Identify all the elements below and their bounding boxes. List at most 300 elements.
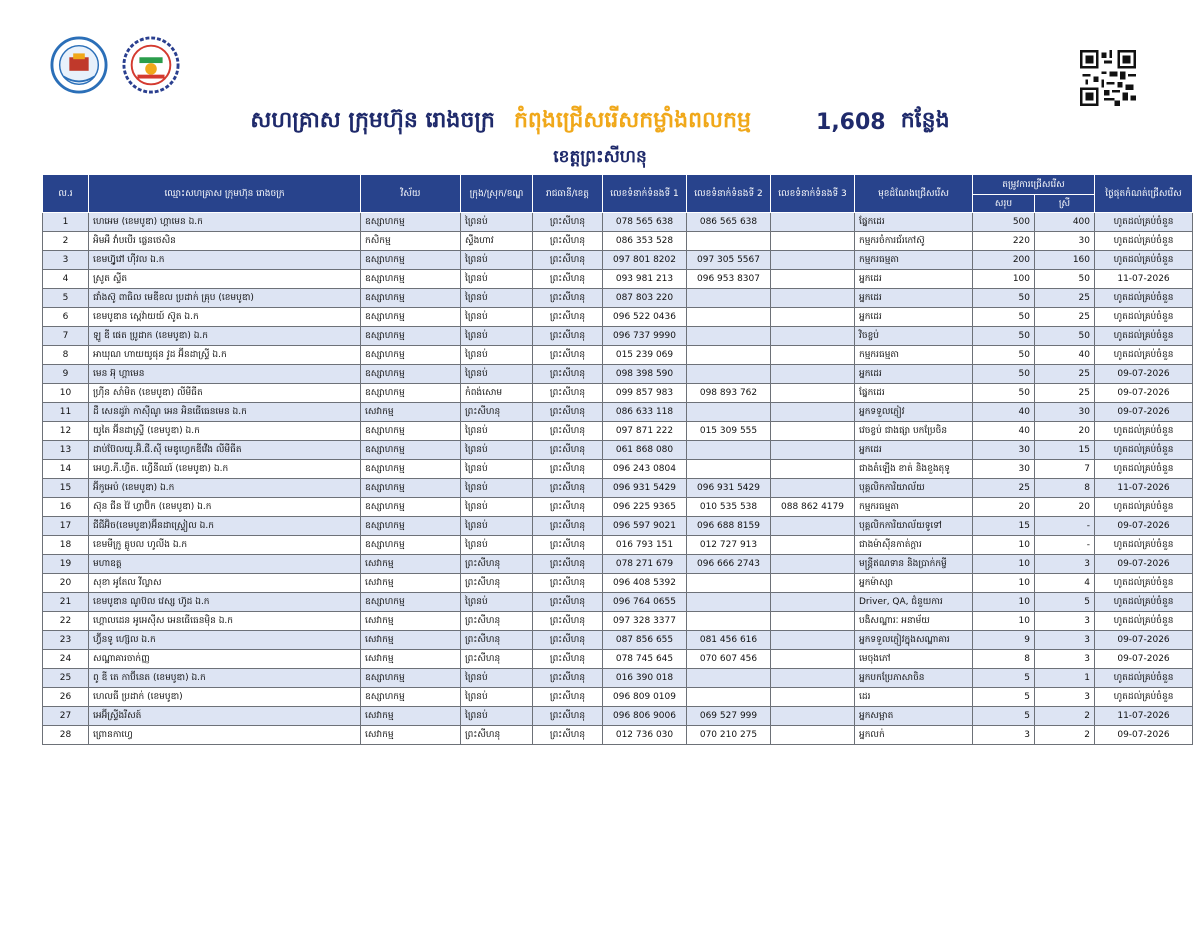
cell-province: ព្រះសីហនុ <box>533 612 603 631</box>
cell-total: 50 <box>973 384 1035 403</box>
cell-company: សុខា អូតែល វីល្លាស <box>89 574 361 593</box>
table-row <box>43 270 1193 289</box>
cell-province: ព្រះសីហនុ <box>533 555 603 574</box>
cell-position: បងិសណ្ឋារៈ អនាម័យ <box>855 612 973 631</box>
cell-position: វេចខ្ចប់ ជាងផ្សា បកប្រែចិន <box>855 422 973 441</box>
cell-phone1: 097 328 3377 <box>603 612 687 631</box>
cell-district: ព្រះសីហនុ <box>461 403 533 422</box>
cell-total: 8 <box>973 650 1035 669</box>
cell-position: អ្នកដេរ <box>855 289 973 308</box>
cell-position: អ្នកដេរ <box>855 308 973 327</box>
cell-phone3 <box>771 536 855 555</box>
cell-district: ស្ទឹងហាវ <box>461 232 533 251</box>
cell-phone3 <box>771 688 855 707</box>
cell-province: ព្រះសីហនុ <box>533 479 603 498</box>
cell-no: 17 <box>43 517 89 536</box>
table-header <box>43 175 1193 213</box>
cell-total: 10 <box>973 574 1035 593</box>
cell-phone1: 096 597 9021 <box>603 517 687 536</box>
cell-phone3 <box>771 612 855 631</box>
cell-district: ព្រៃនប់ <box>461 460 533 479</box>
cell-district: ព្រៃនប់ <box>461 270 533 289</box>
cell-phone3 <box>771 403 855 422</box>
cell-phone2 <box>687 308 771 327</box>
cell-company: ជីជីអ៊ិច(ខេមបូឌា)អ៊ីនដាស្ទ្រៀល ឯ.ក <box>89 517 361 536</box>
table-row <box>43 403 1193 422</box>
cell-phone1: 096 737 9990 <box>603 327 687 346</box>
cell-phone1: 096 931 5429 <box>603 479 687 498</box>
header-province: រាជធានី/ខេត្ត <box>533 175 603 213</box>
cell-phone1: 087 856 655 <box>603 631 687 650</box>
cell-position: អ្នកដេរ <box>855 365 973 384</box>
cell-deadline: ហូតដល់គ្រប់ចំនួន <box>1095 688 1193 707</box>
cell-sector: ឧស្សាហកម្ម <box>361 460 461 479</box>
table-row <box>43 631 1193 650</box>
cell-phone3 <box>771 460 855 479</box>
cell-company: ស៊ុន ជីន វ៉ៃ ហ្វាប៊ិក (ខេមបូឌា) ឯ.ក <box>89 498 361 517</box>
cell-company: ព្រោនកាហ្វេ <box>89 726 361 745</box>
cell-female: 3 <box>1035 555 1095 574</box>
cell-no: 21 <box>43 593 89 612</box>
cell-province: ព្រះសីហនុ <box>533 631 603 650</box>
cell-district: ព្រៃនប់ <box>461 479 533 498</box>
cell-sector: ឧស្សាហកម្ម <box>361 384 461 403</box>
cell-no: 3 <box>43 251 89 270</box>
cell-no: 7 <box>43 327 89 346</box>
cell-position: មន្ត្រីឥណទាន និងប្រាក់កម្ចី <box>855 555 973 574</box>
cell-phone3 <box>771 213 855 232</box>
cell-company: អេហ្វ.ភី.ហ្វីត. ហ្វើនីឈរ៍ (ខេមបូឌា) ឯ.ក <box>89 460 361 479</box>
cell-province: ព្រះសីហនុ <box>533 460 603 479</box>
cell-female: 30 <box>1035 232 1095 251</box>
cell-phone2 <box>687 346 771 365</box>
cell-district: ព្រៃនប់ <box>461 536 533 555</box>
header-position: មុខដំណែងជ្រើសរើស <box>855 175 973 213</box>
cell-province: ព្រះសីហនុ <box>533 593 603 612</box>
cell-no: 12 <box>43 422 89 441</box>
cell-phone2 <box>687 688 771 707</box>
cell-province: ព្រះសីហនុ <box>533 707 603 726</box>
table-row <box>43 517 1193 536</box>
cell-no: 2 <box>43 232 89 251</box>
cell-province: ព្រះសីហនុ <box>533 270 603 289</box>
cell-female: 25 <box>1035 365 1095 384</box>
cell-female: 5 <box>1035 593 1095 612</box>
cell-position: អ្នកសម្អាត <box>855 707 973 726</box>
cell-company: ដាប់ប៊ែលយូ.អ៊ិ.ជី.ស៊ី មេឌូហ្វេកឌីវើង លីមីធីត <box>89 441 361 460</box>
cell-phone1: 096 809 0109 <box>603 688 687 707</box>
cell-no: 27 <box>43 707 89 726</box>
cell-female: 8 <box>1035 479 1095 498</box>
cell-company: ខេមបូឌាន ស្ពេវ៉ាយយ៍ ស៊ូត ឯ.ក <box>89 308 361 327</box>
cell-position: អ្នកលក់ <box>855 726 973 745</box>
cell-total: 10 <box>973 593 1035 612</box>
cell-sector: ឧស្សាហកម្ម <box>361 308 461 327</box>
cell-phone2: 069 527 999 <box>687 707 771 726</box>
cell-phone1: 093 981 213 <box>603 270 687 289</box>
cell-district: ព្រៃនប់ <box>461 593 533 612</box>
cell-company: ហ្វ៊ីនទូ ហ្ស៊េល ឯ.ក <box>89 631 361 650</box>
cell-district: ព្រៃនប់ <box>461 308 533 327</box>
cell-phone2 <box>687 593 771 612</box>
cell-total: 20 <box>973 498 1035 517</box>
cell-company: ស្រូត ស្ទីត <box>89 270 361 289</box>
training-center-seal-icon <box>122 36 180 94</box>
table-row <box>43 384 1193 403</box>
cell-phone1: 061 868 080 <box>603 441 687 460</box>
cell-sector: ឧស្សាហកម្ម <box>361 289 461 308</box>
cell-no: 4 <box>43 270 89 289</box>
cell-no: 28 <box>43 726 89 745</box>
table-row <box>43 213 1193 232</box>
cell-phone3 <box>771 384 855 403</box>
cell-deadline: 09-07-2026 <box>1095 631 1193 650</box>
header-quota: តម្រូវការជ្រើសរើស <box>973 175 1095 195</box>
cell-phone1: 096 243 0804 <box>603 460 687 479</box>
cell-phone2 <box>687 669 771 688</box>
cell-company: អិមអឹ វាំបបើរ ផ្លេនថេសិន <box>89 232 361 251</box>
cell-female: 1 <box>1035 669 1095 688</box>
cell-company: ខេមមីក្រូ គ្លូបល ហូលីង ឯ.ក <box>89 536 361 555</box>
cell-sector: ឧស្សាហកម្ម <box>361 498 461 517</box>
cell-no: 26 <box>43 688 89 707</box>
cell-position: កម្មករចំការជ័រកៅស៊ូ <box>855 232 973 251</box>
cell-phone2: 015 309 555 <box>687 422 771 441</box>
cell-position: អ្នកទទួលភ្ញៀវក្នុងសណ្ឋាគារ <box>855 631 973 650</box>
cell-total: 30 <box>973 460 1035 479</box>
cell-phone3 <box>771 232 855 251</box>
cell-company: មេន អ៊ុ ហ្គាមេន <box>89 365 361 384</box>
cell-deadline: 09-07-2026 <box>1095 365 1193 384</box>
cell-total: 30 <box>973 441 1035 460</box>
cell-sector: ឧស្សាហកម្ម <box>361 517 461 536</box>
cell-deadline: ហូតដល់គ្រប់ចំនួន <box>1095 498 1193 517</box>
cell-phone1: 016 793 151 <box>603 536 687 555</box>
cell-no: 14 <box>43 460 89 479</box>
table-row <box>43 726 1193 745</box>
cell-female: 2 <box>1035 707 1095 726</box>
cell-phone1: 096 408 5392 <box>603 574 687 593</box>
cell-no: 6 <box>43 308 89 327</box>
cell-position: បុគ្គលិកការិយាល័យ <box>855 479 973 498</box>
cell-female: 3 <box>1035 631 1095 650</box>
cell-total: 5 <box>973 669 1035 688</box>
cell-province: ព្រះសីហនុ <box>533 536 603 555</box>
cell-district: ព្រៃនប់ <box>461 669 533 688</box>
cell-female: 20 <box>1035 498 1095 517</box>
cell-province: ព្រះសីហនុ <box>533 688 603 707</box>
cell-phone3 <box>771 346 855 365</box>
cell-sector: សេវាកម្ម <box>361 555 461 574</box>
cell-phone2 <box>687 612 771 631</box>
cell-female: 50 <box>1035 270 1095 289</box>
header-district: ក្រុង/ស្រុក/ខណ្ឌ <box>461 175 533 213</box>
cell-deadline: ហូតដល់គ្រប់ចំនួន <box>1095 251 1193 270</box>
cell-province: ព្រះសីហនុ <box>533 213 603 232</box>
cell-phone2: 096 688 8159 <box>687 517 771 536</box>
cell-company: អេអ៊ីស្ទ្រីងរីសត៍ <box>89 707 361 726</box>
table-row <box>43 460 1193 479</box>
cell-sector: ឧស្សាហកម្ម <box>361 422 461 441</box>
header-phone1: លេខទំនាក់ទំនងទី 1 <box>603 175 687 213</box>
cell-phone2 <box>687 460 771 479</box>
cell-province: ព្រះសីហនុ <box>533 650 603 669</box>
cell-no: 13 <box>43 441 89 460</box>
cell-district: ព្រៃនប់ <box>461 327 533 346</box>
cell-district: ព្រះសីហនុ <box>461 650 533 669</box>
cell-no: 22 <box>43 612 89 631</box>
cell-deadline: ហូតដល់គ្រប់ចំនួន <box>1095 327 1193 346</box>
cell-company: ពូ ឌី តេ កាប៊ីនេត (ខេមបូឌា) ឯ.ក <box>89 669 361 688</box>
cell-sector: ឧស្សាហកម្ម <box>361 479 461 498</box>
cell-phone1: 086 633 118 <box>603 403 687 422</box>
header-deadline: ថ្ងៃផុតកំណត់ជ្រើសរើស <box>1095 175 1193 213</box>
cell-province: ព្រះសីហនុ <box>533 289 603 308</box>
cell-position: អ្នកដេរ <box>855 270 973 289</box>
cell-total: 3 <box>973 726 1035 745</box>
cell-sector: ឧស្សាហកម្ម <box>361 365 461 384</box>
cell-sector: ឧស្សាហកម្ម <box>361 441 461 460</box>
cell-phone1: 096 764 0655 <box>603 593 687 612</box>
table-row <box>43 365 1193 384</box>
cell-phone1: 078 565 638 <box>603 213 687 232</box>
qr-code-icon <box>1080 50 1136 106</box>
cell-position: អ្នកម៉ាស្សា <box>855 574 973 593</box>
cell-province: ព្រះសីហនុ <box>533 251 603 270</box>
cell-total: 40 <box>973 403 1035 422</box>
cell-female: 50 <box>1035 327 1095 346</box>
table-row <box>43 536 1193 555</box>
cell-position: អ្នកទទួលភ្ញៀវ <box>855 403 973 422</box>
cell-no: 18 <box>43 536 89 555</box>
cell-deadline: ហូតដល់គ្រប់ចំនួន <box>1095 232 1193 251</box>
cell-district: ព្រៃនប់ <box>461 441 533 460</box>
cell-position: ជាងម៉ាស៊ីនកាត់ក្ដារ <box>855 536 973 555</box>
cell-phone3 <box>771 365 855 384</box>
cell-deadline: 09-07-2026 <box>1095 650 1193 669</box>
cell-deadline: 11-07-2026 <box>1095 270 1193 289</box>
cell-company: មហាឧត្ត <box>89 555 361 574</box>
cell-sector: ឧស្សាហកម្ម <box>361 593 461 612</box>
cell-company: ខេមហ្វ៊ូវៅ ហ៊ីវល ឯ.ក <box>89 251 361 270</box>
cell-district: កំពង់សោម <box>461 384 533 403</box>
header-company: ឈ្មោះសហគ្រាស ក្រុមហ៊ុន រោងចក្រ <box>89 175 361 213</box>
cell-deadline: 09-07-2026 <box>1095 555 1193 574</box>
title-accent: កំពុងជ្រើសរើសកម្លាំងពលកម្ម <box>513 108 751 133</box>
cell-deadline: 11-07-2026 <box>1095 479 1193 498</box>
cell-position: អ្នកបកប្រែភាសាចិន <box>855 669 973 688</box>
cell-phone3: 088 862 4179 <box>771 498 855 517</box>
cell-total: 40 <box>973 422 1035 441</box>
cell-no: 9 <box>43 365 89 384</box>
cell-no: 23 <box>43 631 89 650</box>
cell-female: 4 <box>1035 574 1095 593</box>
cell-company: ដឺ សេនដូរ៉ា កាស៊ីណូ អេន អិនធើធេនមេន ឯ.ក <box>89 403 361 422</box>
cell-phone3 <box>771 593 855 612</box>
cell-phone2: 070 607 456 <box>687 650 771 669</box>
header-total: សរុប <box>973 195 1035 213</box>
cell-phone2: 096 931 5429 <box>687 479 771 498</box>
cell-position: កម្មករធម្មតា <box>855 498 973 517</box>
cell-phone3 <box>771 574 855 593</box>
cell-sector: សេវាកម្ម <box>361 403 461 422</box>
cell-no: 16 <box>43 498 89 517</box>
cell-phone2: 096 953 8307 <box>687 270 771 289</box>
cell-phone3 <box>771 517 855 536</box>
cell-phone1: 078 745 645 <box>603 650 687 669</box>
cell-sector: ឧស្សាហកម្ម <box>361 270 461 289</box>
cell-phone3 <box>771 289 855 308</box>
cell-deadline: ហូតដល់គ្រប់ចំនួន <box>1095 669 1193 688</box>
cell-phone2: 010 535 538 <box>687 498 771 517</box>
cell-phone2: 096 666 2743 <box>687 555 771 574</box>
province-subtitle: ខេត្តព្រះសីហនុ <box>553 147 647 167</box>
cell-company: អាឃុណ ហាយយូផុន វូដ អ៊ីនដាស្ទ្រី ឯ.ក <box>89 346 361 365</box>
cell-deadline: 09-07-2026 <box>1095 384 1193 403</box>
cell-phone1: 096 806 9006 <box>603 707 687 726</box>
cell-phone2 <box>687 327 771 346</box>
cell-province: ព្រះសីហនុ <box>533 346 603 365</box>
cell-phone2: 081 456 616 <box>687 631 771 650</box>
jobs-table <box>42 174 1193 745</box>
cell-phone2 <box>687 441 771 460</box>
cell-phone3 <box>771 422 855 441</box>
cell-phone1: 098 398 590 <box>603 365 687 384</box>
cell-no: 20 <box>43 574 89 593</box>
cell-total: 10 <box>973 536 1035 555</box>
cell-district: ព្រៃនប់ <box>461 289 533 308</box>
cell-province: ព្រះសីហនុ <box>533 403 603 422</box>
cell-female: 25 <box>1035 289 1095 308</box>
cell-phone3 <box>771 555 855 574</box>
cell-district: ព្រៃនប់ <box>461 422 533 441</box>
cell-deadline: ហូតដល់គ្រប់ចំនួន <box>1095 460 1193 479</box>
cell-position: Driver, QA, ជំនួយការ <box>855 593 973 612</box>
cell-sector: ឧស្សាហកម្ម <box>361 251 461 270</box>
cell-phone2: 070 210 275 <box>687 726 771 745</box>
cell-phone2: 098 893 762 <box>687 384 771 403</box>
cell-province: ព្រះសីហនុ <box>533 308 603 327</box>
cell-total: 10 <box>973 555 1035 574</box>
cell-no: 10 <box>43 384 89 403</box>
cell-phone1: 097 801 8202 <box>603 251 687 270</box>
cell-company: យូតៃ អ៊ីនដាស្ទ្រី (ខេមបូឌា) ឯ.ក <box>89 422 361 441</box>
cell-phone3 <box>771 726 855 745</box>
cell-district: ព្រៃនប់ <box>461 213 533 232</box>
cell-district: ព្រៃនប់ <box>461 688 533 707</box>
cell-phone3 <box>771 251 855 270</box>
cell-phone1: 078 271 679 <box>603 555 687 574</box>
cell-female: - <box>1035 536 1095 555</box>
cell-female: 15 <box>1035 441 1095 460</box>
cell-female: 25 <box>1035 384 1095 403</box>
cell-position: កម្មករធម្មតា <box>855 346 973 365</box>
cell-sector: សេវាកម្ម <box>361 631 461 650</box>
cell-phone3 <box>771 270 855 289</box>
cell-phone3 <box>771 441 855 460</box>
cell-phone1: 097 871 222 <box>603 422 687 441</box>
cell-female: 30 <box>1035 403 1095 422</box>
cell-total: 500 <box>973 213 1035 232</box>
cell-sector: សេវាកម្ម <box>361 707 461 726</box>
cell-position: អ្នកដេរ <box>855 441 973 460</box>
cell-province: ព្រះសីហនុ <box>533 726 603 745</box>
title-main: សហគ្រាស ក្រុមហ៊ុន រោងចក្រ <box>250 108 495 133</box>
cell-phone3 <box>771 479 855 498</box>
cell-province: ព្រះសីហនុ <box>533 384 603 403</box>
cell-district: ព្រះសីហនុ <box>461 726 533 745</box>
cell-total: 5 <box>973 688 1035 707</box>
cell-no: 5 <box>43 289 89 308</box>
cell-province: ព្រះសីហនុ <box>533 669 603 688</box>
cell-province: ព្រះសីហនុ <box>533 327 603 346</box>
header-no: ល.រ <box>43 175 89 213</box>
table-row <box>43 669 1193 688</box>
cell-district: ព្រះសីហនុ <box>461 555 533 574</box>
cell-phone2 <box>687 232 771 251</box>
cell-district: ព្រះសីហនុ <box>461 631 533 650</box>
cell-district: ព្រៃនប់ <box>461 498 533 517</box>
cell-province: ព្រះសីហនុ <box>533 498 603 517</box>
header-sector: វិស័យ <box>361 175 461 213</box>
table-row <box>43 479 1193 498</box>
cell-female: 3 <box>1035 688 1095 707</box>
cell-phone1: 016 390 018 <box>603 669 687 688</box>
table-row <box>43 555 1193 574</box>
cell-province: ព្រះសីហនុ <box>533 574 603 593</box>
cell-female: - <box>1035 517 1095 536</box>
cell-phone2 <box>687 365 771 384</box>
cell-no: 1 <box>43 213 89 232</box>
table-row <box>43 308 1193 327</box>
cell-sector: ឧស្សាហកម្ម <box>361 327 461 346</box>
table-row <box>43 251 1193 270</box>
cell-no: 11 <box>43 403 89 422</box>
table-row <box>43 498 1193 517</box>
cell-sector: ឧស្សាហកម្ម <box>361 536 461 555</box>
cell-district: ព្រះសីហនុ <box>461 574 533 593</box>
cell-company: ហេលធី ប្រដាក់ (ខេមបូឌា) <box>89 688 361 707</box>
cell-female: 3 <box>1035 612 1095 631</box>
table-row <box>43 650 1193 669</box>
cell-province: ព្រះសីហនុ <box>533 365 603 384</box>
cell-phone1: 086 353 528 <box>603 232 687 251</box>
cell-phone3 <box>771 308 855 327</box>
cell-phone1: 099 857 983 <box>603 384 687 403</box>
cell-deadline: ហូតដល់គ្រប់ចំនួន <box>1095 593 1193 612</box>
cell-sector: ឧស្សាហកម្ម <box>361 688 461 707</box>
cell-sector: កសិកម្ម <box>361 232 461 251</box>
table-row <box>43 593 1193 612</box>
cell-total: 9 <box>973 631 1035 650</box>
cell-total: 5 <box>973 707 1035 726</box>
cell-province: ព្រះសីហនុ <box>533 422 603 441</box>
cell-female: 20 <box>1035 422 1095 441</box>
cell-position: បុគ្គលិកការិយាល័យទូទៅ <box>855 517 973 536</box>
cell-total: 25 <box>973 479 1035 498</box>
cell-total: 50 <box>973 308 1035 327</box>
cell-position: វិចខ្ចប់ <box>855 327 973 346</box>
cell-position: មេចុងភៅ <box>855 650 973 669</box>
cell-phone2: 097 305 5567 <box>687 251 771 270</box>
cell-phone2: 086 565 638 <box>687 213 771 232</box>
cell-district: ព្រៃនប់ <box>461 251 533 270</box>
table-row <box>43 232 1193 251</box>
table-row <box>43 346 1193 365</box>
cell-deadline: ហូតដល់គ្រប់ចំនួន <box>1095 308 1193 327</box>
cell-total: 50 <box>973 289 1035 308</box>
cell-sector: ឧស្សាហកម្ម <box>361 213 461 232</box>
